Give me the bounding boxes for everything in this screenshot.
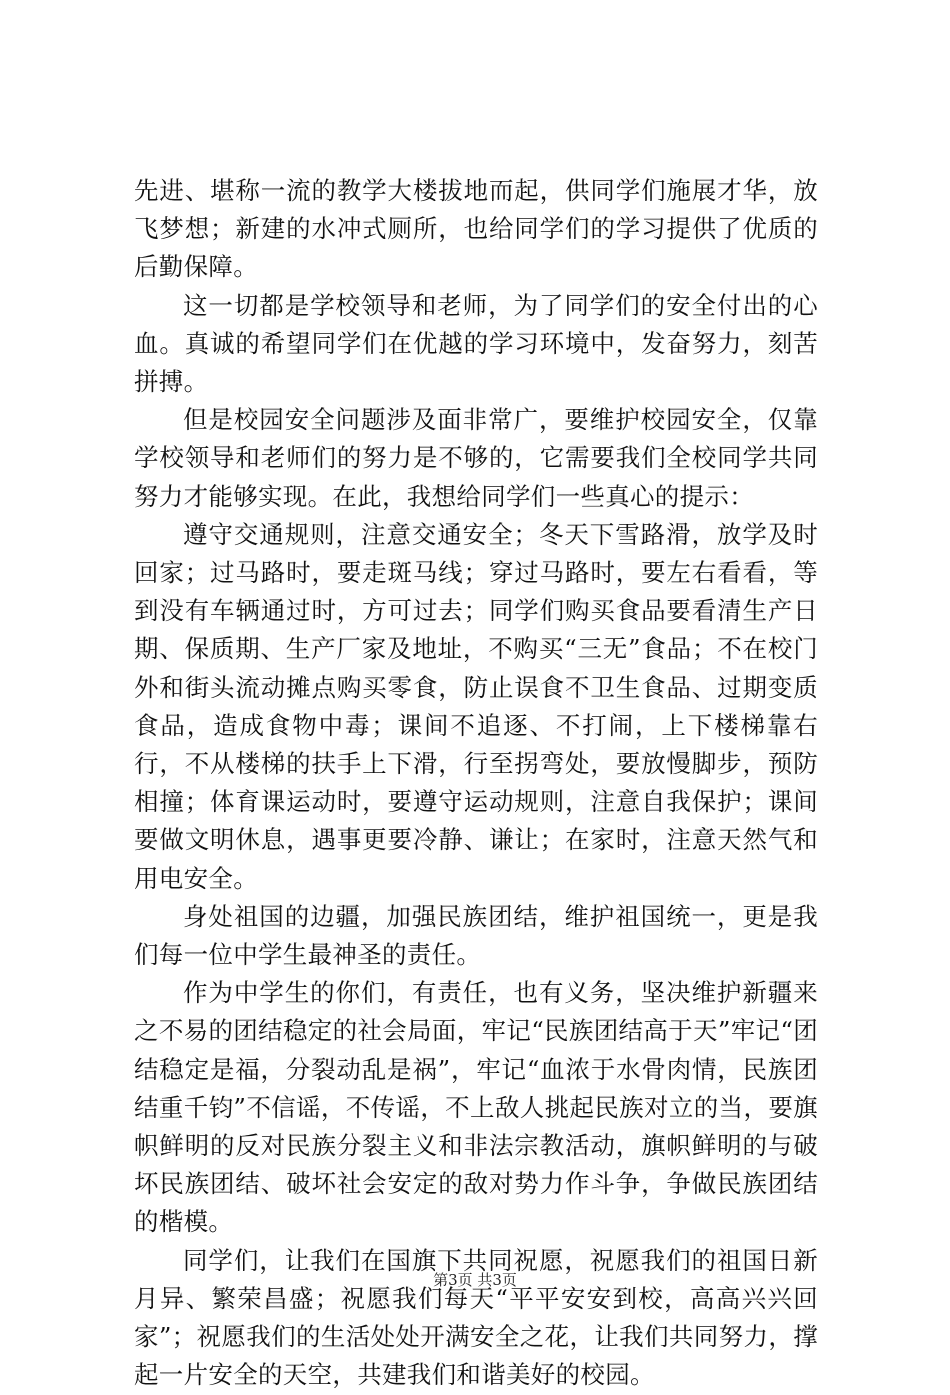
paragraph-ethnic-unity: 身处祖国的边疆，加强民族团结，维护祖国统一，更是我们每一位中学生最神圣的责任。 <box>134 901 818 970</box>
paragraph-campus-safety: 但是校园安全问题涉及面非常广，要维护校园安全，仅靠学校领导和老师们的努力是不够的，它需要我们全校同学共同努力才能够实现。在此，我想给同学们一些真心的提示： <box>134 405 818 511</box>
paragraph-school-effort: 这一切都是学校领导和老师，为了同学们的安全付出的心血。真诚的希望同学们在优越的学习环境中，发奋努力，刻苦拼搏。 <box>134 290 818 397</box>
page-number-footer: 第3页 共3页 <box>433 1271 517 1289</box>
paragraph-closing-wishes: 同学们，让我们在国旗下共同祝愿，祝愿我们的祖国日新月异、繁荣昌盛；祝愿我们每天“平平安安到校，高高兴兴回家”；祝愿我们的生活处处开满安全之花，让我们共同努力，撑起一片安全的天空，共建我们和谐美好的校园。 <box>134 1245 818 1390</box>
paragraph-safety-tips: 遵守交通规则，注意交通安全；冬天下雪路滑，放学及时回家；过马路时，要走斑马线；穿过马路时，要左右看看，等到没有车辆通过时，方可过去；同学们购买食品要看清生产日期、保质期、生产厂家及地址，不购买“三无”食品；不在校门外和街头流动摊点购买零食，防止误食不卫生食品、过期变质食品，造成食物中毒；课间不追逐、不打闹，上下楼梯靠右行，不从楼梯的扶手上下滑，行至拐弯处，要放慢脚步，预防相撞；体育课运动时，要遵守运动规则，注意自我保护；课间要做文明休息，遇事更要冷静、谦让；在家时，注意天然气和用电安全。 <box>134 519 818 893</box>
paragraph-student-duty: 作为中学生的你们，有责任，也有义务，坚决维护新疆来之不易的团结稳定的社会局面，牢记“民族团结高于天”牢记“团结稳定是福，分裂动乱是祸”，牢记“血浓于水骨肉情，民族团结重千钧”不信谣，不传谣，不上敌人挑起民族对立的当，要旗帜鲜明的反对民族分裂主义和非法宗教活动，旗帜鲜明的与破坏民族团结、破坏社会安定的敌对势力作斗争，争做民族团结的楷模。 <box>134 978 818 1237</box>
paragraph-continuation: 先进、堪称一流的教学大楼拔地而起，供同学们施展才华，放飞梦想；新建的水冲式厕所，也给同学们的学习提供了优质的后勤保障。 <box>134 176 818 282</box>
document-body <box>134 172 818 1395</box>
